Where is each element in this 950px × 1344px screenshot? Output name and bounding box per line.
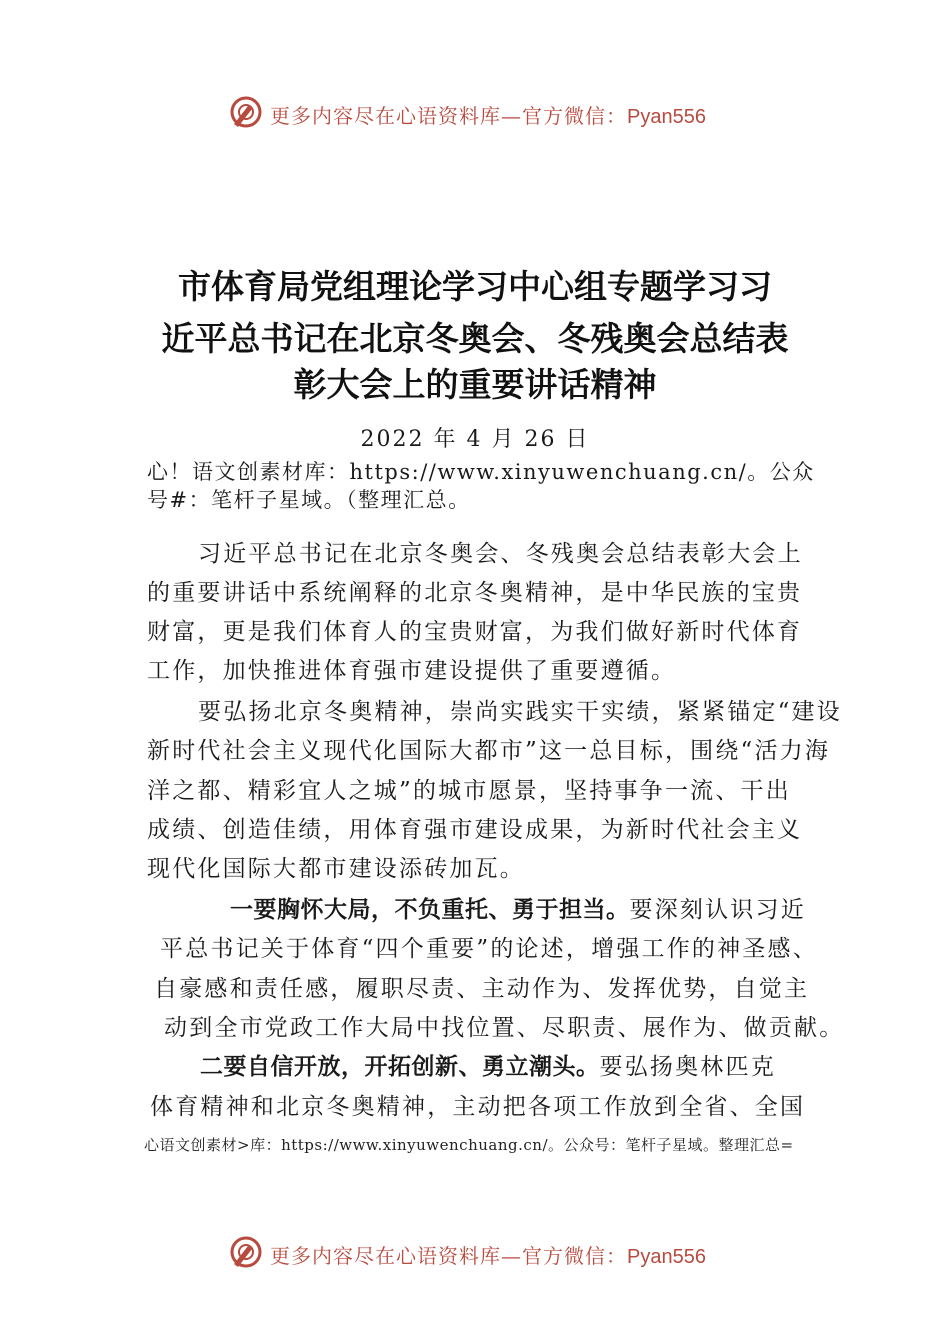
paragraph-2-line: 成绩、创造佳绩，用体育强市建设成果，为新时代社会主义 bbox=[147, 817, 803, 843]
source-note-line-2: 号#：笔杆子星域。（整理汇总。 bbox=[147, 488, 471, 512]
paragraph-2-line: 现代化国际大都市建设添砖加瓦。 bbox=[147, 856, 525, 882]
banner-wechat-id: Pyan556 bbox=[627, 106, 706, 128]
paragraph-2-line: 新时代社会主义现代化国际大都市”这一总目标，围绕“活力海 bbox=[147, 738, 831, 764]
paragraph-1-line: 财富，更是我们体育人的宝贵财富，为我们做好新时代体育 bbox=[147, 619, 803, 645]
footer-banner bbox=[0, 1232, 950, 1272]
page-footer-note: 心语文创素材>库：https://www.xinyuwenchuang.cn/。公众号：笔杆子星域。整理汇总= bbox=[144, 1136, 794, 1154]
banner-text: 更多内容尽在心语资料库—官方微信：Pyan556 bbox=[270, 1244, 706, 1268]
paragraph-3-line: 平总书记关于体育“四个重要”的论述，增强工作的神圣感、 bbox=[160, 936, 818, 962]
pen-logo-icon bbox=[228, 1234, 264, 1270]
doc-title-line-3: 彰大会上的重要讲话精神 bbox=[293, 365, 657, 404]
point-1-heading: 一要胸怀大局，不负重托、勇于担当。 bbox=[230, 897, 630, 923]
paragraph-1-line: 工作，加快推进体育强市建设提供了重要遵循。 bbox=[147, 658, 677, 684]
point-2-heading: 二要自信开放，开拓创新、勇立潮头。 bbox=[200, 1054, 600, 1080]
point-2-text: 要弘扬奥林匹克 bbox=[599, 1054, 776, 1080]
paragraph-3-first-line bbox=[230, 895, 806, 925]
paragraph-1-line: 的重要讲话中系统阐释的北京冬奥精神，是中华民族的宝贵 bbox=[147, 580, 803, 606]
paragraph-1-line: 习近平总书记在北京冬奥会、冬残奥会总结表彰大会上 bbox=[198, 541, 803, 567]
paragraph-4-line: 体育精神和北京冬奥精神，主动把各项工作放到全省、全国 bbox=[150, 1094, 806, 1120]
doc-date: 2022 年 4 月 26 日 bbox=[360, 427, 590, 452]
paragraph-4-first-line bbox=[200, 1052, 776, 1082]
pen-logo-icon bbox=[228, 94, 264, 130]
banner-wechat-id: Pyan556 bbox=[627, 1246, 706, 1268]
header-banner bbox=[0, 92, 950, 132]
doc-title-line-1: 市体育局党组理论学习中心组专题学习习 bbox=[178, 267, 772, 306]
paragraph-2-line: 要弘扬北京冬奥精神，崇尚实践实干实绩，紧紧锚定“建设 bbox=[198, 699, 842, 725]
source-note-line-1: 心！语文创素材库：https://www.xinyuwenchuang.cn/。公众 bbox=[147, 460, 815, 484]
doc-title-line-2: 近平总书记在北京冬奥会、冬残奥会总结表 bbox=[161, 319, 789, 358]
paragraph-2-line: 洋之都、精彩宜人之城”的城市愿景，坚持事争一流、干出 bbox=[147, 778, 791, 804]
point-1-text: 要深刻认识习近 bbox=[629, 897, 806, 923]
banner-text: 更多内容尽在心语资料库—官方微信：Pyan556 bbox=[270, 104, 706, 128]
paragraph-3-line: 自豪感和责任感，履职尽责、主动作为、发挥优势，自觉主 bbox=[154, 976, 810, 1002]
paragraph-3-line: 动到全市党政工作大局中找位置、尽职责、展作为、做贡献。 bbox=[164, 1015, 845, 1041]
